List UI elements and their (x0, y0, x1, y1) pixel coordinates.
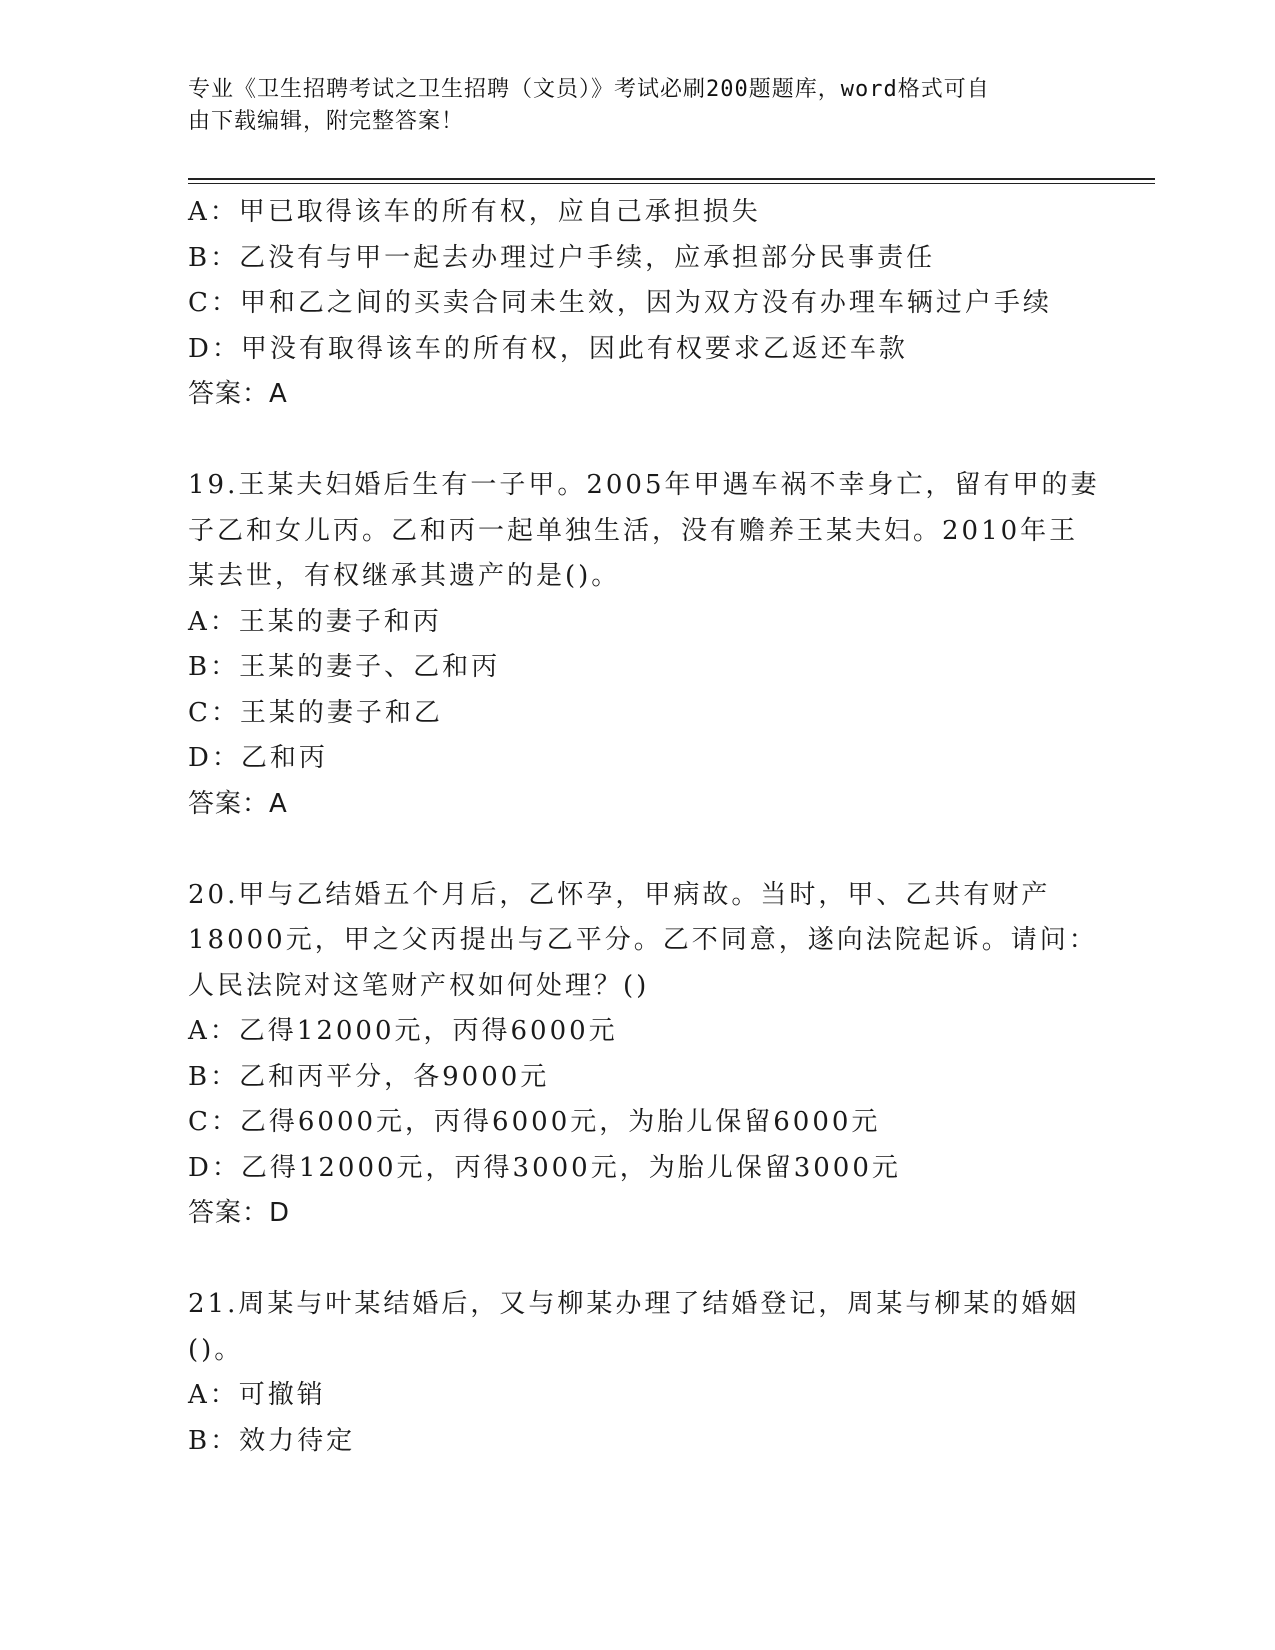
option-d: D：乙得12000元，丙得3000元，为胎儿保留3000元 (188, 1152, 901, 1183)
question-18-continued (188, 190, 1088, 418)
option-a: A：乙得12000元，丙得6000元 (188, 1016, 618, 1046)
option-c: C：王某的妻子和乙 (188, 697, 443, 728)
option-b: B：乙没有与甲一起去办理过户手续，应承担部分民事责任 (188, 242, 936, 273)
header-rule-thin (188, 183, 1155, 184)
question-text-line: 18000元，甲之父丙提出与乙平分。乙不同意，遂向法院起诉。请问： (188, 925, 1098, 955)
question-text-line: 20.甲与乙结婚五个月后，乙怀孕，甲病故。当时，甲、乙共有财产 (188, 879, 1051, 910)
spacer (188, 827, 1088, 873)
option-b: B：王某的妻子、乙和丙 (188, 652, 501, 682)
header-line-2: 由下载编辑，附完整答案！ (188, 109, 465, 134)
question-text-line: 21.周某与叶某结婚后，又与柳某办理了结婚登记，周某与柳某的婚姻 (188, 1289, 1080, 1319)
option-d: D：乙和丙 (188, 743, 328, 773)
option-c: C：甲和乙之间的买卖合同未生效，因为双方没有办理车辆过户手续 (188, 288, 1052, 318)
question-text-line: 某去世，有权继承其遗产的是()。 (188, 561, 621, 591)
question-list (188, 190, 1100, 1464)
answer-line: 答案：A (188, 788, 288, 819)
question-text-line: 19.王某夫妇婚后生有一子甲。2005年甲遇车祸不幸身亡，留有甲的妻 (188, 470, 1100, 500)
spacer (188, 418, 1088, 464)
question-21 (188, 1282, 1088, 1464)
option-b: B：效力待定 (188, 1425, 356, 1456)
answer-line: 答案：A (188, 379, 288, 409)
question-text-line: 人民法院对这笔财产权如何处理？() (188, 970, 650, 1001)
document-header (188, 74, 1068, 138)
header-line-1: 专业《卫生招聘考试之卫生招聘（文员）》考试必刷200题题库，word格式可自 (188, 77, 990, 102)
option-a: A：甲已取得该车的所有权，应自己承担损失 (188, 197, 761, 227)
option-c: C：乙得6000元，丙得6000元，为胎儿保留6000元 (188, 1107, 881, 1137)
answer-line: 答案：D (188, 1198, 291, 1228)
question-20 (188, 873, 1098, 1237)
option-b: B：乙和丙平分，各9000元 (188, 1061, 550, 1092)
option-a: A：王某的妻子和丙 (188, 606, 442, 637)
option-d: D：甲没有取得该车的所有权，因此有权要求乙返还车款 (188, 333, 908, 364)
spacer (188, 1237, 1088, 1283)
question-text-line: ()。 (188, 1334, 244, 1365)
header-rule-thick (188, 178, 1155, 180)
question-text-line: 子乙和女儿丙。乙和丙一起单独生活，没有赡养王某夫妇。2010年王 (188, 515, 1079, 546)
question-19 (188, 463, 1100, 827)
option-a: A：可撤销 (188, 1380, 326, 1410)
